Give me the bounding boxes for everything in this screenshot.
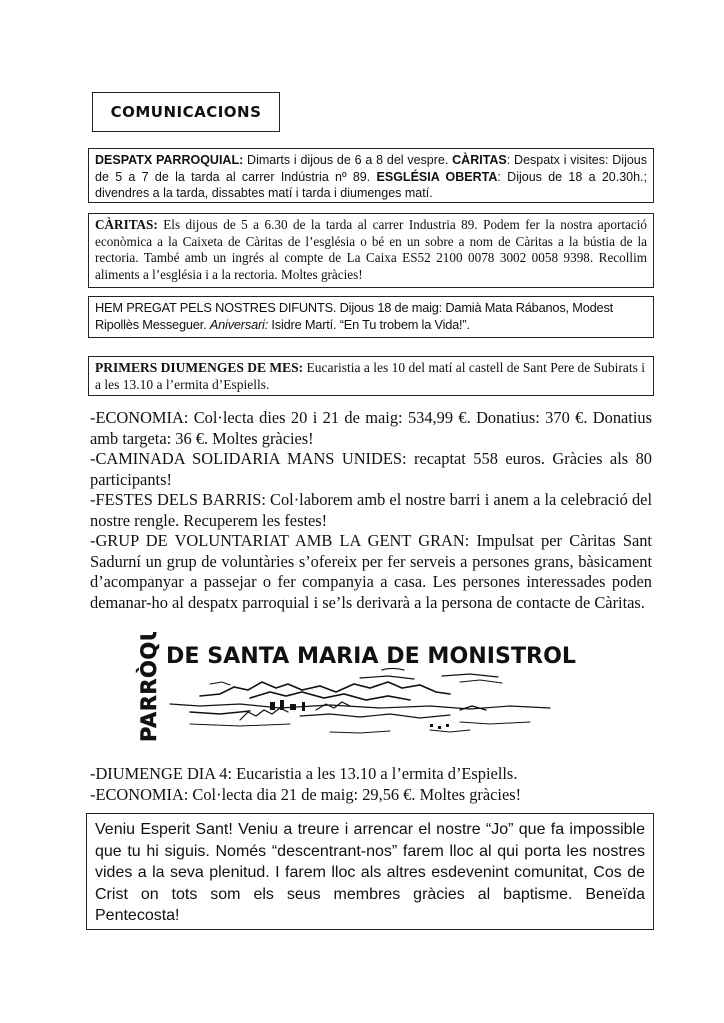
more-news-list bbox=[90, 764, 652, 805]
news-festes: -FESTES DELS BARRIS: Col·laborem amb el nostre barri i anem a la celebració del nostre rengle. Recuperem les festes! bbox=[90, 490, 652, 530]
despatx-label: DESPATX PARROQUIAL: bbox=[95, 153, 244, 167]
caritas-notice-text: Els dijous de 5 a 6.30 de la tarda al carrer Industria 89. Podem fer la nostra aportació econòmica a la Caixeta de Càritas de l’església o bé en un sobre a nom de Càritas a la bústia de la rectoria. També amb un ingrés al compte de La Caixa ES52 2100 0078 3002 0058 9398. Recollim aliments a l’església i a la rectoria. Moltes gràcies! bbox=[95, 217, 647, 282]
parish-logo bbox=[130, 632, 580, 750]
caritas-notice bbox=[88, 213, 654, 288]
section-title-text: COMUNICACIONS bbox=[110, 103, 262, 121]
aniversari-text: Isidre Martí. “En Tu trobem la Vida!”. bbox=[268, 316, 470, 332]
news-diumenge: -DIUMENGE DIA 4: Eucaristia a les 13.10 a l’ermita d’Espiells. bbox=[90, 764, 518, 783]
pentecost-text: Veniu Esperit Sant! Veniu a treure i arrencar el nostre “Jo” que fa impossible que tu hi siguis. Només “descentrant-nos” farem lloc al qui porta les nostres vides a la seva plenitud. I farem lloc als altres esdevenint comunitat, Cos de Crist on tots som els seus membres gràcies al baptisme. Beneïda Pentecosta! bbox=[95, 821, 645, 924]
caritas-label: CÀRITAS bbox=[452, 153, 507, 167]
difunts-text: HEM PREGAT PELS NOSTRES DIFUNTS. Dijous 18 de maig: Damià Mata Rábanos, Modest Ripollès Messeguer. bbox=[95, 300, 614, 332]
mountain-landscape-drawing bbox=[170, 669, 550, 734]
news-economia-2: -ECONOMIA: Col·lecta dia 21 de maig: 29,56 €. Moltes gràcies! bbox=[90, 784, 522, 804]
esglesia-text: : Dijous de 18 a 20.30h.; divendres a la tarda, dissabtes matí i tarda i diumenges matí. bbox=[95, 169, 647, 200]
news-list bbox=[90, 408, 652, 613]
news-economia: -ECONOMIA: Col·lecta dies 20 i 21 de maig: 534,99 €. Donatius: 370 €. Donatius amb targeta: 36 €. Moltes gràcies! bbox=[90, 408, 652, 448]
logo-horizontal-text: DE SANTA MARIA DE MONISTROL bbox=[166, 644, 576, 669]
logo-vertical-text: PARRÒQUIA bbox=[137, 632, 161, 742]
news-caminada: -CAMINADA SOLIDARIA MANS UNIDES: recaptat 558 euros. Gràcies als 80 participants! bbox=[90, 449, 652, 489]
esglesia-label: ESGLÉSIA OBERTA bbox=[376, 169, 498, 184]
caritas-hours-text: : Despatx i visites: Dijous de 5 a 7 de la tarda al carrer Indústria nº 89. bbox=[95, 153, 648, 184]
pentecost-message bbox=[86, 813, 654, 930]
primers-label: PRIMERS DIUMENGES DE MES: bbox=[95, 360, 304, 375]
despatx-notice bbox=[88, 148, 654, 203]
caritas-notice-label: CÀRITAS: bbox=[95, 217, 158, 232]
primers-text: Eucaristia a les 10 del matí al castell de Sant Pere de Subirats i a les 13.10 a l’ermita d’Espiells. bbox=[95, 360, 646, 392]
aniversari-label: Aniversari: bbox=[209, 316, 269, 332]
section-title bbox=[92, 92, 280, 132]
news-voluntariat: -GRUP DE VOLUNTARIAT AMB LA GENT GRAN: Impulsat per Càritas Sant Sadurní un grup de voluntàries s’ofereix per fer serveis a persones grans, bàsicament d’acompanyar a passejar o fer companyia a casa. Les persones interessades poden demanar-ho al despatx parroquial i se’ls derivarà a la persona de contacte de Càritas. bbox=[90, 531, 652, 612]
despatx-text: Dimarts i dijous de 6 a 8 del vespre. bbox=[243, 153, 453, 167]
village-buildings bbox=[270, 700, 449, 729]
primers-diumenges-notice bbox=[88, 356, 654, 396]
difunts-notice bbox=[88, 296, 654, 338]
